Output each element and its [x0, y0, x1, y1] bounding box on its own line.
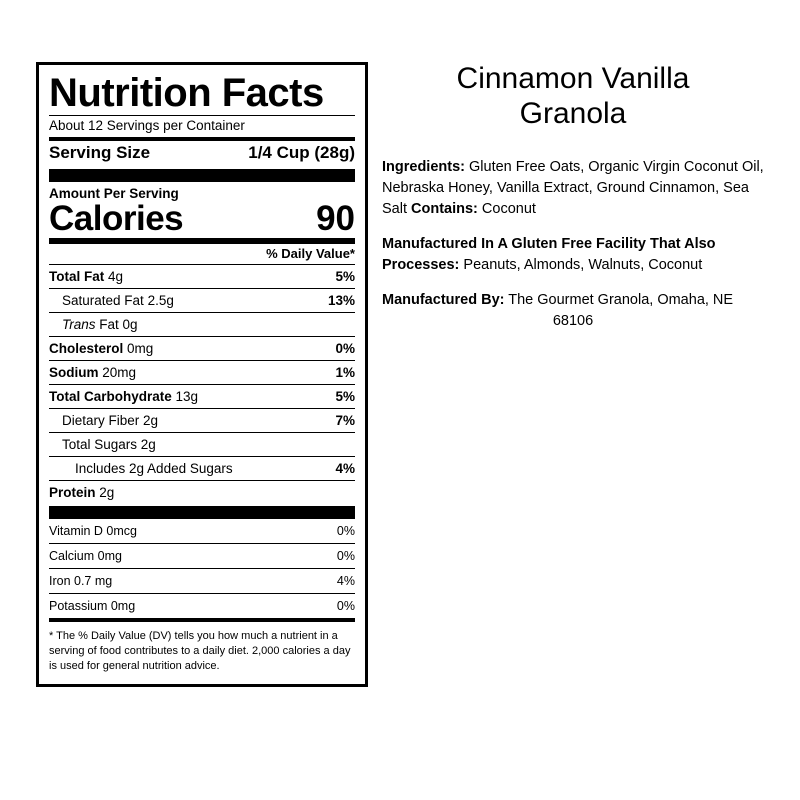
facility-label: Manufactured In A Gluten Free Facility That Also Processes:: [382, 236, 716, 274]
amount-per-serving-label: Amount Per Serving: [49, 186, 179, 201]
nutrient-row: [49, 360, 355, 384]
ingredients-label: Ingredients:: [382, 159, 465, 175]
daily-value-header: % Daily Value*: [266, 246, 355, 261]
vitamin-name: Potassium 0mg: [49, 599, 136, 613]
vitamin-row: [49, 519, 355, 543]
contains-label: Contains:: [411, 201, 478, 218]
nutrient-label: Sodium: [49, 365, 99, 380]
nutrient-amount: 0mg: [123, 341, 154, 356]
nutrient-amount: 2g: [139, 413, 159, 428]
vitamin-daily-value: 0%: [336, 549, 355, 563]
nutrient-label: Cholesterol: [49, 341, 124, 356]
nutrient-daily-value: 5%: [335, 269, 355, 284]
vitamin-name: Calcium 0mg: [49, 549, 122, 563]
nutrient-label: Trans: [62, 317, 96, 332]
product-title-line1: Cinnamon Vanilla: [456, 62, 690, 95]
nutrient-label: Protein: [49, 485, 96, 500]
nutrient-amount: Fat 0g: [95, 317, 138, 332]
nutrient-row: [49, 432, 355, 456]
facility-text: Peanuts, Almonds, Walnuts, Coconut: [459, 257, 703, 274]
nutrient-daily-value: 5%: [335, 389, 355, 404]
nutrient-name: [49, 293, 182, 308]
vitamin-row: [49, 543, 355, 568]
product-info-panel: [382, 62, 764, 332]
vitamin-daily-value: 0%: [336, 599, 355, 613]
nutrient-row: [49, 456, 355, 480]
nutrient-row: [49, 312, 355, 336]
nutrient-row: [49, 384, 355, 408]
nutrient-amount: 2g: [137, 437, 156, 452]
nutrient-row: [49, 336, 355, 360]
vitamin-row: [49, 593, 355, 618]
nutrient-row: [49, 480, 355, 504]
calories-row: [49, 201, 355, 238]
nutrient-name: [49, 317, 146, 332]
nutrient-label: Total Carbohydrate: [49, 389, 172, 404]
nutrient-label: Total Fat: [49, 269, 105, 284]
vitamin-name: Vitamin D 0mcg: [49, 524, 137, 538]
product-title-line2: Granola: [519, 96, 627, 130]
nutrient-daily-value: 7%: [335, 413, 355, 428]
nutrient-name: [49, 389, 206, 404]
serving-size-label: Serving Size: [49, 143, 151, 162]
manufactured-by-label: Manufactured By:: [382, 292, 505, 309]
nutrient-name: [49, 461, 241, 476]
nutrition-facts-title: Nutrition Facts: [49, 71, 324, 115]
nutrient-daily-value: 4%: [335, 461, 355, 476]
nutrient-name: [49, 269, 131, 284]
vitamin-row: [49, 568, 355, 593]
vitamin-rows: [49, 519, 355, 618]
nutrient-row: [49, 288, 355, 312]
daily-value-footnote: * The % Daily Value (DV) tells you how much a nutrient in a serving of food contributes to a daily diet. 2,000 calories a day is used for general nutrition advice.: [49, 618, 355, 676]
vitamin-daily-value: 4%: [336, 574, 355, 588]
serving-size-value: 1/4 Cup (28g): [248, 143, 355, 162]
nutrient-amount: 13g: [171, 389, 199, 404]
product-title: [382, 62, 764, 131]
nutrient-name: [49, 413, 166, 428]
nutrient-name: [49, 365, 144, 380]
nutrient-row: [49, 264, 355, 288]
calories-label: Calories: [49, 199, 184, 238]
serving-size-row: [49, 141, 355, 167]
nutrient-label: Includes 2g Added Sugars: [75, 461, 233, 476]
ingredients-text: Gluten Free Oats, Organic Virgin Coconut Oil, Nebraska Honey, Vanilla Extract, Ground Cinnamon, Sea Salt: [382, 159, 764, 218]
nutrition-facts-panel: [36, 62, 368, 687]
ingredients-paragraph: [382, 157, 764, 220]
nutrient-name: [49, 437, 164, 452]
nutrient-label: Total Sugars: [62, 437, 138, 452]
facility-paragraph: [382, 234, 764, 276]
nutrient-daily-value: 1%: [335, 365, 355, 380]
nutrient-label: Dietary Fiber: [62, 413, 140, 428]
nutrient-amount: 2.5g: [143, 293, 174, 308]
vitamin-name: Iron 0.7 mg: [49, 574, 113, 588]
nutrient-name: [49, 341, 161, 356]
manufactured-by-address: 68106: [552, 313, 594, 330]
nutrient-row: [49, 408, 355, 432]
nutrient-daily-value: 0%: [335, 341, 355, 356]
thick-divider: [49, 169, 355, 182]
manufactured-by-text: The Gourmet Granola, Omaha, NE: [504, 292, 734, 309]
vitamin-daily-value: 0%: [336, 524, 355, 538]
servings-per-container: About 12 Servings per Container: [49, 118, 245, 133]
nutrient-rows: [49, 264, 355, 504]
nutrient-name: [49, 485, 122, 500]
nutrient-amount: 4g: [104, 269, 124, 284]
nutrient-amount: 20mg: [98, 365, 137, 380]
nutrient-amount: 2g: [95, 485, 115, 500]
thick-divider: [49, 506, 355, 519]
info-text-block: [382, 157, 764, 332]
nutrient-daily-value: 13%: [327, 293, 355, 308]
calories-value: 90: [316, 199, 355, 238]
nutrient-label: Saturated Fat: [62, 293, 144, 308]
contains-text: Coconut: [477, 201, 536, 218]
manufactured-by-paragraph: [382, 290, 764, 332]
